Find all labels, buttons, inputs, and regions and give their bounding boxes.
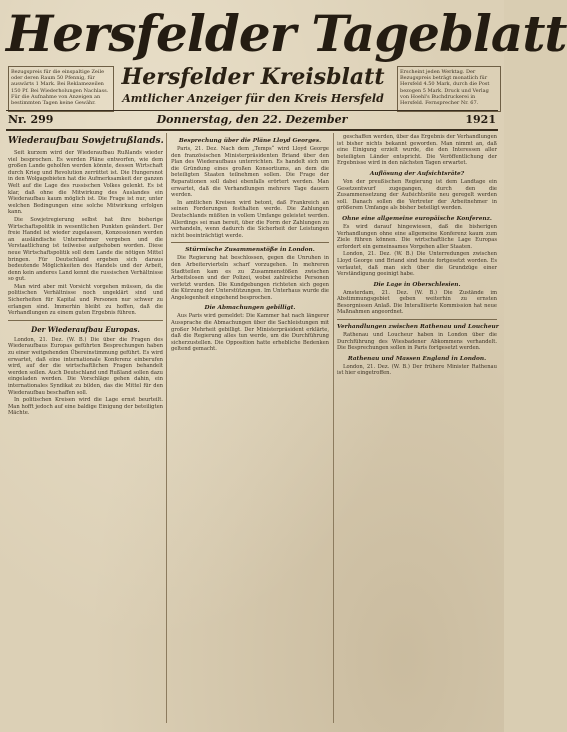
section-separator [337, 319, 497, 320]
dateline [6, 112, 498, 128]
article-paragraph: Seit kurzem wird der Wiederaufbau Rußlands wieder viel besprochen. Es werden Pläne entworfen, wie dem großen Lande geholfen werden könnte, dessen Wirtschaft durch Krieg und Revolution zerrüttet ist. Die Hungersnot in den Wolgagebieten hat die Aufmerksamkeit der ganzen Welt auf die Lage des russischen Volkes gelenkt. Es ist klar, daß ohne die Mitwirkung des Auslandes ein Wiederaufbau kaum möglich ist. Die Frage ist nur, unter welchen Bedingungen eine solche Mitwirkung erfolgen kann. [8, 150, 163, 216]
article-paragraph: Rathenau und Loucheur haben in London über die Durchführung des Wiesbadener Abkommens verhandelt. Die Besprechungen sollen in Paris fortgesetzt werden. [337, 332, 497, 352]
headline-oberschlesien: Die Lage in Oberschlesien. [373, 281, 461, 288]
article-paragraph: London, 21. Dez. (W. B.) Die über die Fragen des Wiederaufbaus Europas geführten Besprechungen haben zu einer weitgehenden Übereinstimmung geführt. Es wird erwartet, daß eine internationale Konferenz einberufen wird, auf der die wirtschaftlichen Fragen behandelt werden sollen. Auch Deutschland und Rußland sollen dazu eingeladen werden. Die Vorschläge gehen dahin, ein internationales Syndikat zu bilden, das die Mittel für den Wiederaufbau beschaffen soll. [8, 336, 163, 396]
subhead-europa: Der Wiederaufbau Europas. [31, 324, 140, 334]
article-paragraph: Man wird aber mit Vorsicht vorgehen müssen, da die politischen Verhältnisse noch ungeklärt sind und Sicherheiten für Kapital und Personen nur schwer zu erlangen sind. Immerhin bleibt zu hoffen, daß die Verhandlungen zu einem guten Ergebnis führen. [8, 283, 163, 317]
column-2 [171, 134, 329, 726]
article-paragraph: Es wird darauf hingewiesen, daß die bisherigen Verhandlungen ohne eine allgemeine Konferenz kaum zum Ziele führen können. Die wirtschaftliche Lage Europas erfordert ein gemeinsames Vorgehen aller Staaten. [337, 223, 497, 250]
article-paragraph: In politischen Kreisen wird die Lage ernst beurteilt. Man hofft jedoch auf eine baldige Einigung der beteiligten Mächte. [8, 397, 163, 417]
kreisblatt-title: Hersfelder Kreisblatt [121, 64, 385, 90]
headline-rathenau-london: Rathenau und Massen England in London. [347, 355, 487, 362]
column-3 [337, 134, 497, 726]
masthead-title: Hersfelder Tageblatt [6, 4, 567, 63]
headline-aufsichtsraete: Auflösung der Aufsichtsräte? [369, 170, 465, 177]
section-separator [8, 320, 163, 321]
headline-konferenz: Ohne eine allgemeine europäische Konferenz. [342, 215, 492, 222]
article-paragraph: Amsterdam, 21. Dez. (W. B.) Die Zustände im Abstimmungsgebiet geben weiterhin zu ernsten Besorgnissen Anlaß. Die Interalliierte Kommission hat neue Maßnahmen angeordnet. [337, 289, 497, 316]
article-paragraph: Aus Paris wird gemeldet: Die Kammer hat nach längerer Aussprache die Abmachungen über die Sachleistungen mit großer Mehrheit gebilligt. Der Ministerpräsident erklärte, daß die Regierung alles tun werde, um die Durchführung sicherzustellen. Die Opposition hatte erhebliche Bedenken geltend gemacht. [171, 313, 329, 353]
issue-date: Donnerstag, den 22. Dezember [156, 113, 348, 126]
top-rule [6, 110, 498, 111]
column-divider [333, 133, 334, 723]
headline-wiederaufbau: Wiederaufbau Sowjetrußlands. [8, 136, 164, 146]
issue-year: 1921 [465, 113, 496, 126]
article-paragraph: London, 21. Dez. (W. B.) Der frühere Minister Rathenau ist hier eingetroffen. [337, 363, 497, 377]
article-paragraph: Die Sowjetregierung selbst hat ihre bisherige Wirtschaftspolitik in wesentlichen Punkten geändert. Der freie Handel ist wieder zugelassen, Konzessionen werden an ausländische Unternehmer vergeben und die Verstaatlichung ist teilweise aufgehoben worden. Diese neue Wirtschaftspolitik soll dem Lande die nötigen Mittel bringen. Für Deutschland ergeben sich daraus bedeutende Möglichkeiten des Handels und der Arbeit, denn kein anderes Land kennt die russischen Verhältnisse so gut. [8, 216, 163, 283]
issue-number: Nr. 299 [8, 113, 54, 126]
column-divider [166, 133, 167, 723]
article-paragraph: London, 21. Dez. (W. B.) Die Unterredungen zwischen Lloyd George und Briand sind heute fortgesetzt worden. Es verlautet, daß man sich über die Grundzüge einer Verständigung geeinigt habe. [337, 251, 497, 278]
kicker-besprechung: Besprechung über die Pläne Lloyd Georges. [178, 138, 322, 144]
article-paragraph: geschaffen werden, über das Ergebnis der Verhandlungen ist bisher nichts bekannt geworden. Man nimmt an, daß eine Einigung erzielt wurde, die den Interessen aller beteiligten Länder entspricht. Die Veröffentlichung der Ergebnisse wird in den nächsten Tagen erwartet. [337, 134, 497, 167]
article-paragraph: In amtlichen Kreisen wird betont, daß Frankreich an seinen Forderungen festhalten werde. Die Zahlungen Deutschlands müßten in vollem Umfange geleistet werden. Allerdings sei man bereit, über die Form der Zahlungen zu verhandeln, wenn dadurch die Sicherheit der Leistungen nicht beeinträchtigt werde. [171, 199, 329, 239]
headline-london: Stürmische Zusammenstöße in London. [185, 247, 315, 254]
info-box-right: Erscheint jeden Werktag. Der Bezugspreis beträgt monatlich für Hersfeld 4.50 Mark, durch die Post bezogen 5 Mark. Druck und Verlag von Hoehl's Buchdruckerei in Hersfeld. Fernsprecher Nr. 67. [397, 66, 501, 112]
column-1 [8, 134, 163, 726]
bottom-rule [6, 129, 498, 131]
section-separator [171, 242, 329, 243]
article-paragraph: Paris, 21. Dez. Nach dem „Temps“ wird Lloyd George den französischen Ministerpräsidenten Briand über den Plan des Wiederaufbaus unterrichten. Es handelt sich um die Gründung eines großen Konsortiums, an dem die beteiligten Staaten teilnehmen sollen. Die Frage der Reparationen soll dabei ebenfalls erörtert werden. Man erwartet, daß die Verhandlungen mehrere Tage dauern werden. [171, 146, 329, 199]
article-paragraph: Die Regierung hat beschlossen, gegen die Unruhen in den Arbeitervierteln scharf vorzugehen. In mehreren Stadtteilen kam es zu Zusammenstößen zwischen Arbeitslosen und der Polizei, wobei zahlreiche Personen verletzt wurden. Die Kundgebungen richteten sich gegen die Kürzung der Unterstützungen. Im Unterhaus wurde die Angelegenheit eingehend besprochen. [171, 255, 329, 301]
headline-rathenau-loucheur: Verhandlungen zwischen Rathenau und Loucheur [337, 324, 499, 331]
info-box-left: Bezugspreis für die einspaltige Zeile oder deren Raum 50 Pfennig, für auswärts 1 Mark. Bei Reklamezeilen 150 Pf. Bei Wiederholungen Nachlass. Für die Aufnahme von Anzeigen an bestimmten Tagen keine Gewähr. [8, 66, 114, 112]
article-paragraph: Von der preußischen Regierung ist dem Landtage ein Gesetzentwurf zugegangen, durch den die Zusammensetzung der Aufsichtsräte neu geregelt werden soll. Danach sollen die Vertreter der Arbeitnehmer in größerem Umfange als bisher beteiligt werden. [337, 178, 497, 212]
headline-abmachungen: Die Abmachungen gebilligt. [204, 305, 296, 312]
amtlich-subtitle: Amtlicher Anzeiger für den Kreis Hersfeld [122, 92, 384, 105]
